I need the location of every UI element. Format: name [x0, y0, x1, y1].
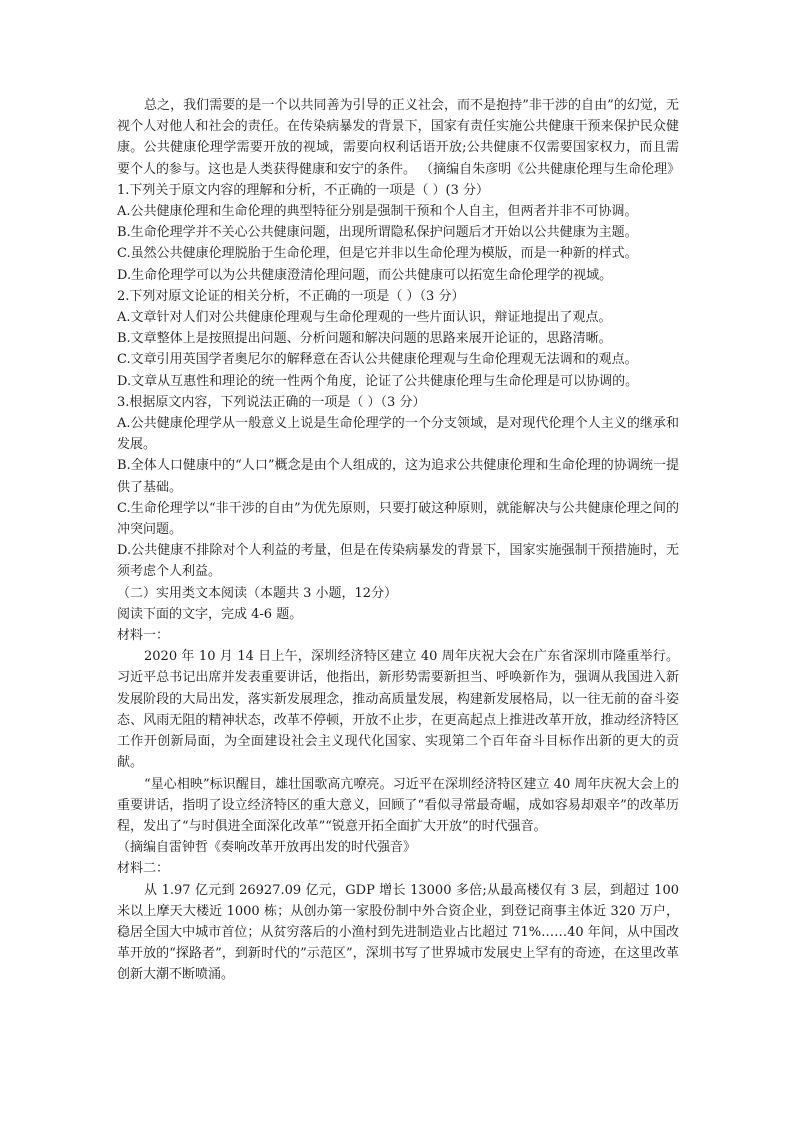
question-1-option-a: A.公共健康伦理和生命伦理的典型特征分别是强制干预和个人自主，但两者并非不可协调。: [117, 204, 638, 220]
question-3-option-c: C.生命伦理学以“非干涉的自由”为优先原则，只要打破这种原则，就能解决与公共健康伦理之间的冲突问题。: [117, 500, 679, 538]
section-2-title: （二）实用类文本阅读（本题共 3 小题，12分）: [117, 585, 398, 601]
material-1-paragraph-1: 2020 年 10 月 14 日上午，深圳经济特区建立 40 周年庆祝大会在广东省深圳市隆重举行。习近平总书记出席并发表重要讲话，他指出，新形势需要新担当、呼唤新作为，强调从我国进入新发展阶段的大局出发，落实新发展理念，推动高质量发展，构建新发展格局，以一往无前的奋斗姿态、风雨无阻的精神状态，改革不停顿，开放不止步，在更高起点上推进改革开放，推动经济特区工作开创新局面，为全面建设社会主义现代化国家、实现第二个百年奋斗目标作出新的更大的贡献。: [117, 649, 679, 771]
material-2-label: 材料二：: [117, 861, 170, 877]
question-3-stem: 3.根据原文内容，下列说法正确的一项是（ ）（3 分）: [117, 394, 426, 410]
question-1-option-b: B.生命伦理学并不关心公共健康问题，出现所谓隐私保护问题后才开始以公共健康为主题。: [117, 225, 638, 241]
material-1-source: （摘编自雷钟哲《奏响改革开放再出发的时代强音》: [117, 840, 417, 856]
question-2-option-c: C.文章引用英国学者奥尼尔的解释意在否认公共健康伦理观与生命伦理观无法调和的观点。: [117, 352, 638, 368]
question-1-option-d: D.生命伦理学可以为公共健康澄清伦理问题，而公共健康可以拓宽生命伦理学的视域。: [117, 267, 613, 283]
question-3-option-d: D.公共健康不排除对个人利益的考量，但是在传染病暴发的背景下，国家实施强制干预措施时，无须考虑个人利益。: [117, 543, 679, 580]
section-2-instruction: 阅读下面的文字，完成 4-6 题。: [117, 606, 303, 622]
paragraph-intro-conclusion: 总之，我们需要的是一个以共同善为引导的正义社会，而不是抱持”非干涉的自由”的幻觉，无视个人对他人和社会的责任。在传染病暴发的背景下，国家有责任实施公共健康干预来保护民众健康。公共健康伦理学需要开放的视域，需要向权利话语开放;公共健康不仅需要国家权力，而且需要个人的参与。这也是人类获得健康和安宁的条件。 （摘编自朱彦明《公共健康伦理与生命伦理》: [117, 98, 681, 177]
question-2-stem: 2.下列对原文论证的相关分析，不正确的一项是（ ）（3 分）: [117, 288, 465, 304]
material-1-paragraph-2: “星心相映”标识醒目，雄壮国歌高亢嘹亮。习近平在深圳经济特区建立 40 周年庆祝大会上的重要讲话，指明了设立经济特区的重大意义，回顾了“看似寻常最奇崛，成如容易却艰辛”的改革历程，发出了“与时俱进全面深化改革”“锐意开拓全面扩大开放”的时代强音。: [117, 776, 679, 834]
document-page: [117, 95, 679, 986]
question-2-option-b: B.文章整体上是按照提出问题、分析问题和解决问题的思路来展开论证的，思路清晰。: [117, 331, 612, 347]
question-1-stem: 1.下列关于原文内容的理解和分析，不正确的一项是（ ）(3 分）: [117, 182, 490, 198]
question-2-option-a: A.文章针对人们对公共健康伦理观与生命伦理观的一些片面认识，辩证地提出了观点。: [117, 310, 612, 326]
question-3-option-b: B.全体人口健康中的“人口”概念是由个人组成的，这为追求公共健康伦理和生命伦理的协调统一提供了基础。: [117, 458, 679, 495]
question-1-option-c: C.虽然公共健康伦理脱胎于生命伦理，但是它并非以生命伦理为模版，而是一种新的样式。: [117, 246, 638, 262]
material-1-label: 材料一：: [117, 628, 170, 644]
material-2-paragraph-1: 从 1.97 亿元到 26927.09 亿元，GDP 增长 13000 多倍;从最高楼仅有 3 层，到超过 100 米以上摩天大楼近 1000 栋；从创办第一家股份制中外合资企业，到登记商事主体近 320 万户，稳居全国大中城市首位；从贫穷落后的小渔村到先进制造业占比超过 71%……40 年间，从中国改革开放的“探路者”，到新时代的”示范区”，深圳书写了世界城市发展史上罕有的奇迹，在这里改革创新大潮不断喷涌。: [117, 882, 679, 983]
question-3-option-a: A.公共健康伦理学从一般意义上说是生命伦理学的一个分支领域，是对现代伦理个人主义的继承和发展。: [117, 416, 679, 453]
question-2-option-d: D.文章从互惠性和理论的统一性两个角度，论证了公共健康伦理与生命伦理是可以协调的。: [117, 373, 639, 389]
